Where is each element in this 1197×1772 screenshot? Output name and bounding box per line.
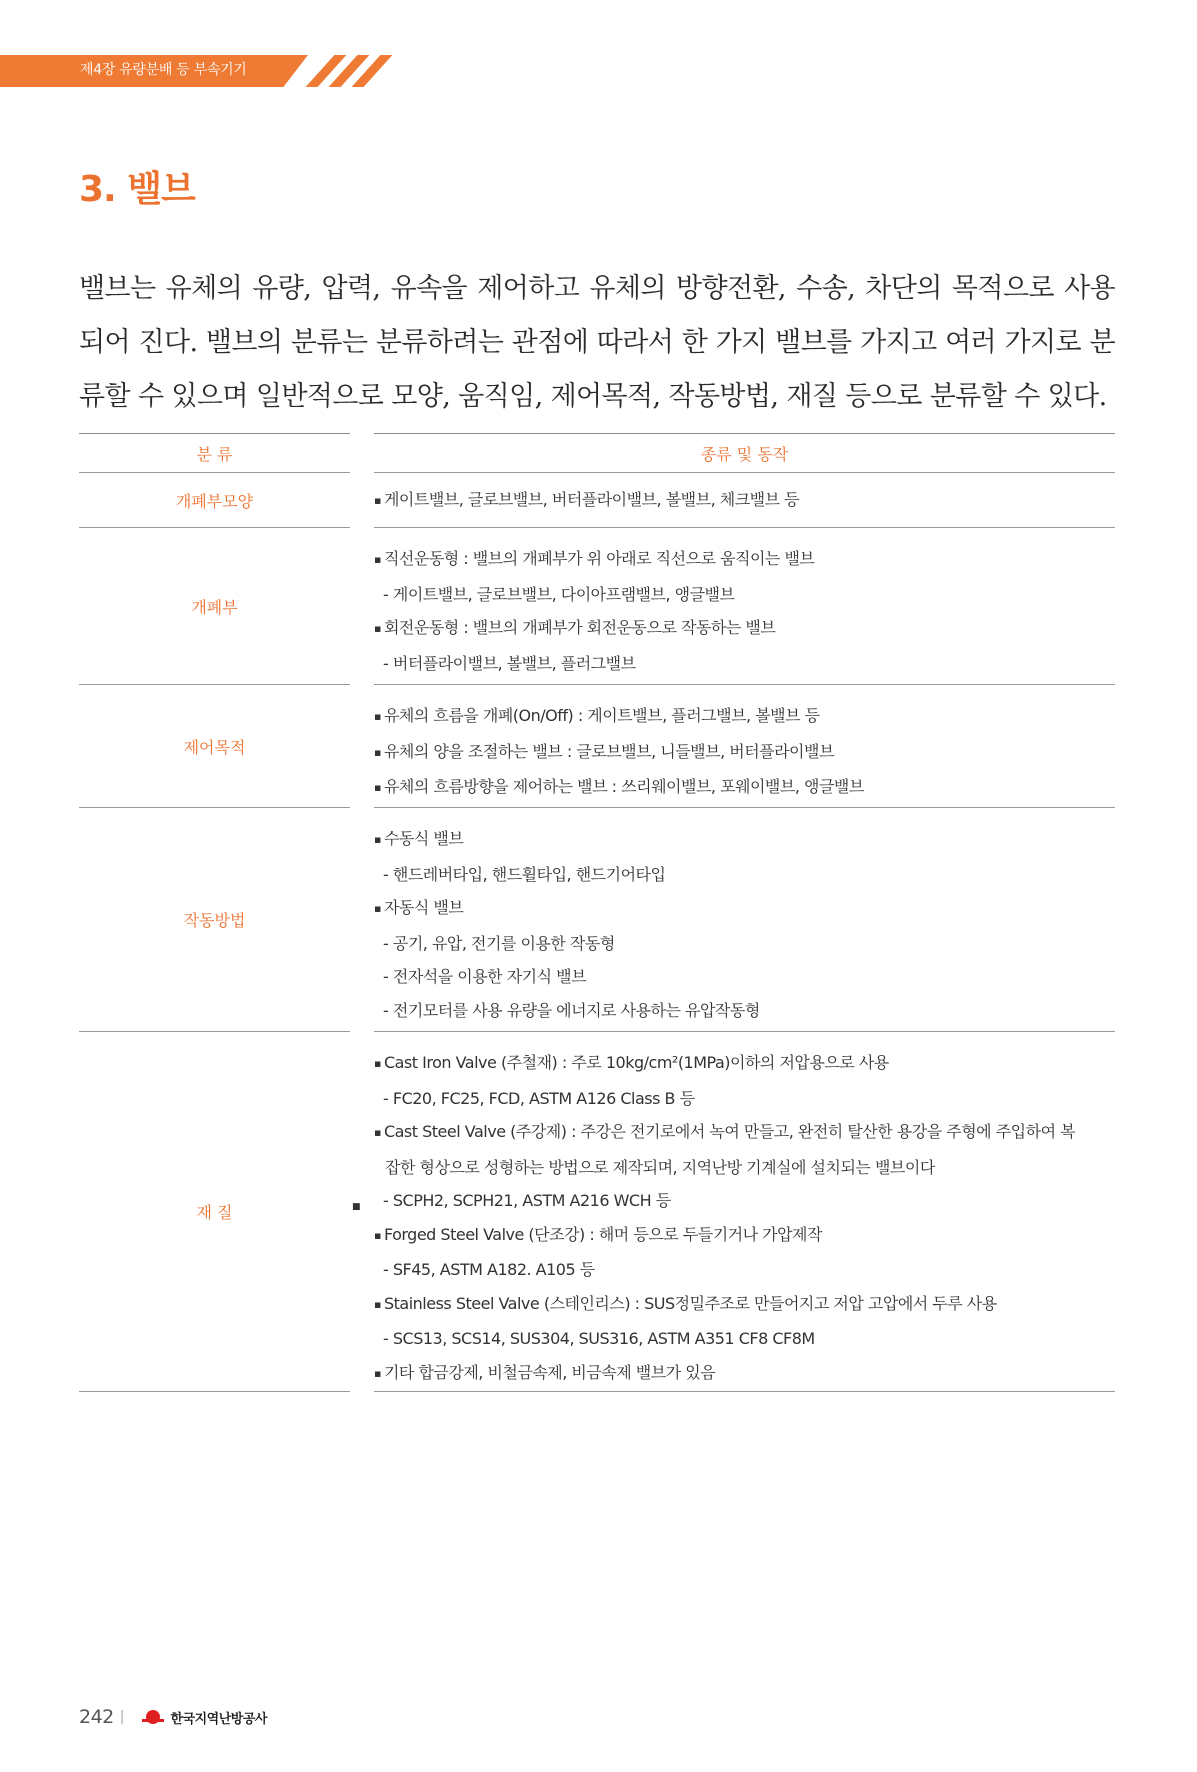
- row-content: [374, 473, 1115, 528]
- row-line: - SCS13, SCS14, SUS304, SUS316, ASTM A351 CF8 CF8M: [383, 1329, 815, 1348]
- row-line: - 버터플라이밸브, 볼밸브, 플러그밸브: [383, 653, 636, 673]
- row-category: 개폐부: [79, 528, 350, 685]
- org-name: 한국지역난방공사: [170, 1711, 267, 1727]
- row-line: ▪ Forged Steel Valve (단조강) : 해머 등으로 두들기거나 가압제작: [374, 1218, 1115, 1254]
- row-line: - SCPH2, SCPH21, ASTM A216 WCH 등: [383, 1191, 671, 1210]
- row-line: ▪ 직선운동형 : 밸브의 개폐부가 위 아래로 직선으로 움직이는 밸브: [374, 542, 1115, 578]
- row-category: 작동방법: [79, 808, 350, 1032]
- table-row: [79, 1032, 1115, 1392]
- row-content: [374, 808, 1115, 1032]
- row-line: ▪ 수동식 밸브: [374, 822, 1115, 858]
- row-line: - SF45, ASTM A182. A105 등: [383, 1260, 595, 1279]
- row-category: 제어목적: [79, 685, 350, 808]
- row-line: ▪ 유체의 양을 조절하는 밸브 : 글로브밸브, 니들밸브, 버터플라이밸브: [374, 735, 1115, 771]
- page-footer: [79, 1706, 267, 1728]
- row-line: ▪ Cast Iron Valve (주철재) : 주로 10kg/cm²(1MPa)이하의 저압용으로 사용: [374, 1046, 1115, 1082]
- footer-separator: |: [119, 1709, 125, 1725]
- row-content: [374, 528, 1115, 685]
- row-line: ▪ 유체의 흐름방향을 제어하는 밸브 : 쓰리웨이밸브, 포웨이밸브, 앵글밸브: [374, 770, 1115, 806]
- row-line: ▪ 게이트밸브, 글로브밸브, 버터플라이밸브, 볼밸브, 체크밸브 등: [374, 483, 1115, 519]
- table-row: [79, 808, 1115, 1032]
- header-category: 분 류: [79, 433, 350, 473]
- stray-bullet-mark: ■: [352, 1202, 361, 1212]
- row-line: ▪ 회전운동형 : 밸브의 개폐부가 회전운동으로 작동하는 밸브: [374, 611, 1115, 647]
- row-line: - 게이트밸브, 글로브밸브, 다이아프램밸브, 앵글밸브: [383, 584, 735, 604]
- header-types: 종류 및 동작: [374, 433, 1115, 473]
- row-line: ▪ Stainless Steel Valve (스테인리스) : SUS정밀주조로 만들어지고 저압 고압에서 두루 사용: [374, 1287, 1115, 1323]
- row-line: ▪ Cast Steel Valve (주강제) : 주강은 전기로에서 녹여 만들고, 완전히 탈산한 용강을 주형에 주입하여 복: [374, 1115, 1115, 1151]
- row-category: 개폐부모양: [79, 473, 350, 528]
- row-content: [374, 685, 1115, 808]
- row-line: 잡한 형상으로 성형하는 방법으로 제작되며, 지역난방 기계실에 설치되는 밸브이다: [385, 1157, 935, 1177]
- row-line: ▪ 자동식 밸브: [374, 891, 1115, 927]
- row-line: ▪ 기타 합금강제, 비철금속제, 비금속제 밸브가 있음: [374, 1356, 1115, 1392]
- table-row: [79, 528, 1115, 685]
- table-row: [79, 685, 1115, 808]
- row-line: - 공기, 유압, 전기를 이용한 작동형: [383, 933, 615, 953]
- row-line: - 핸드레버타입, 핸드휠타입, 핸드기어타입: [383, 864, 666, 884]
- table-row: [79, 473, 1115, 528]
- row-line: ▪ 유체의 흐름을 개폐(On/Off) : 게이트밸브, 플러그밸브, 볼밸브 등: [374, 699, 1115, 735]
- intro-paragraph: 밸브는 유체의 유량, 압력, 유속을 제어하고 유체의 방향전환, 수송, 차단의 목적으로 사용되어 진다. 밸브의 분류는 분류하려는 관점에 따라서 한 가지 밸브를 가지고 여러 가지로 분류할 수 있으며 일반적으로 모양, 움직임, 제어목적, 작동방법, 재질 등으로 분류할 수 있다.: [79, 273, 1115, 412]
- row-line: - 전자석을 이용한 자기식 밸브: [383, 967, 587, 986]
- page-number: 242: [79, 1706, 114, 1728]
- row-category: 재 질: [79, 1032, 350, 1392]
- chapter-label: 제4장 유량분배 등 부속기기: [80, 62, 247, 78]
- row-line: - 전기모터를 사용 유량을 에너지로 사용하는 유압작동형: [383, 1000, 760, 1020]
- valve-classification-table: [79, 433, 1115, 1392]
- row-content: [374, 1032, 1115, 1392]
- org-logo-icon: [142, 1710, 164, 1724]
- row-line: - FC20, FC25, FCD, ASTM A126 Class B 등: [383, 1088, 695, 1108]
- section-title: 3. 밸브: [79, 169, 195, 210]
- table-header: [79, 433, 1115, 473]
